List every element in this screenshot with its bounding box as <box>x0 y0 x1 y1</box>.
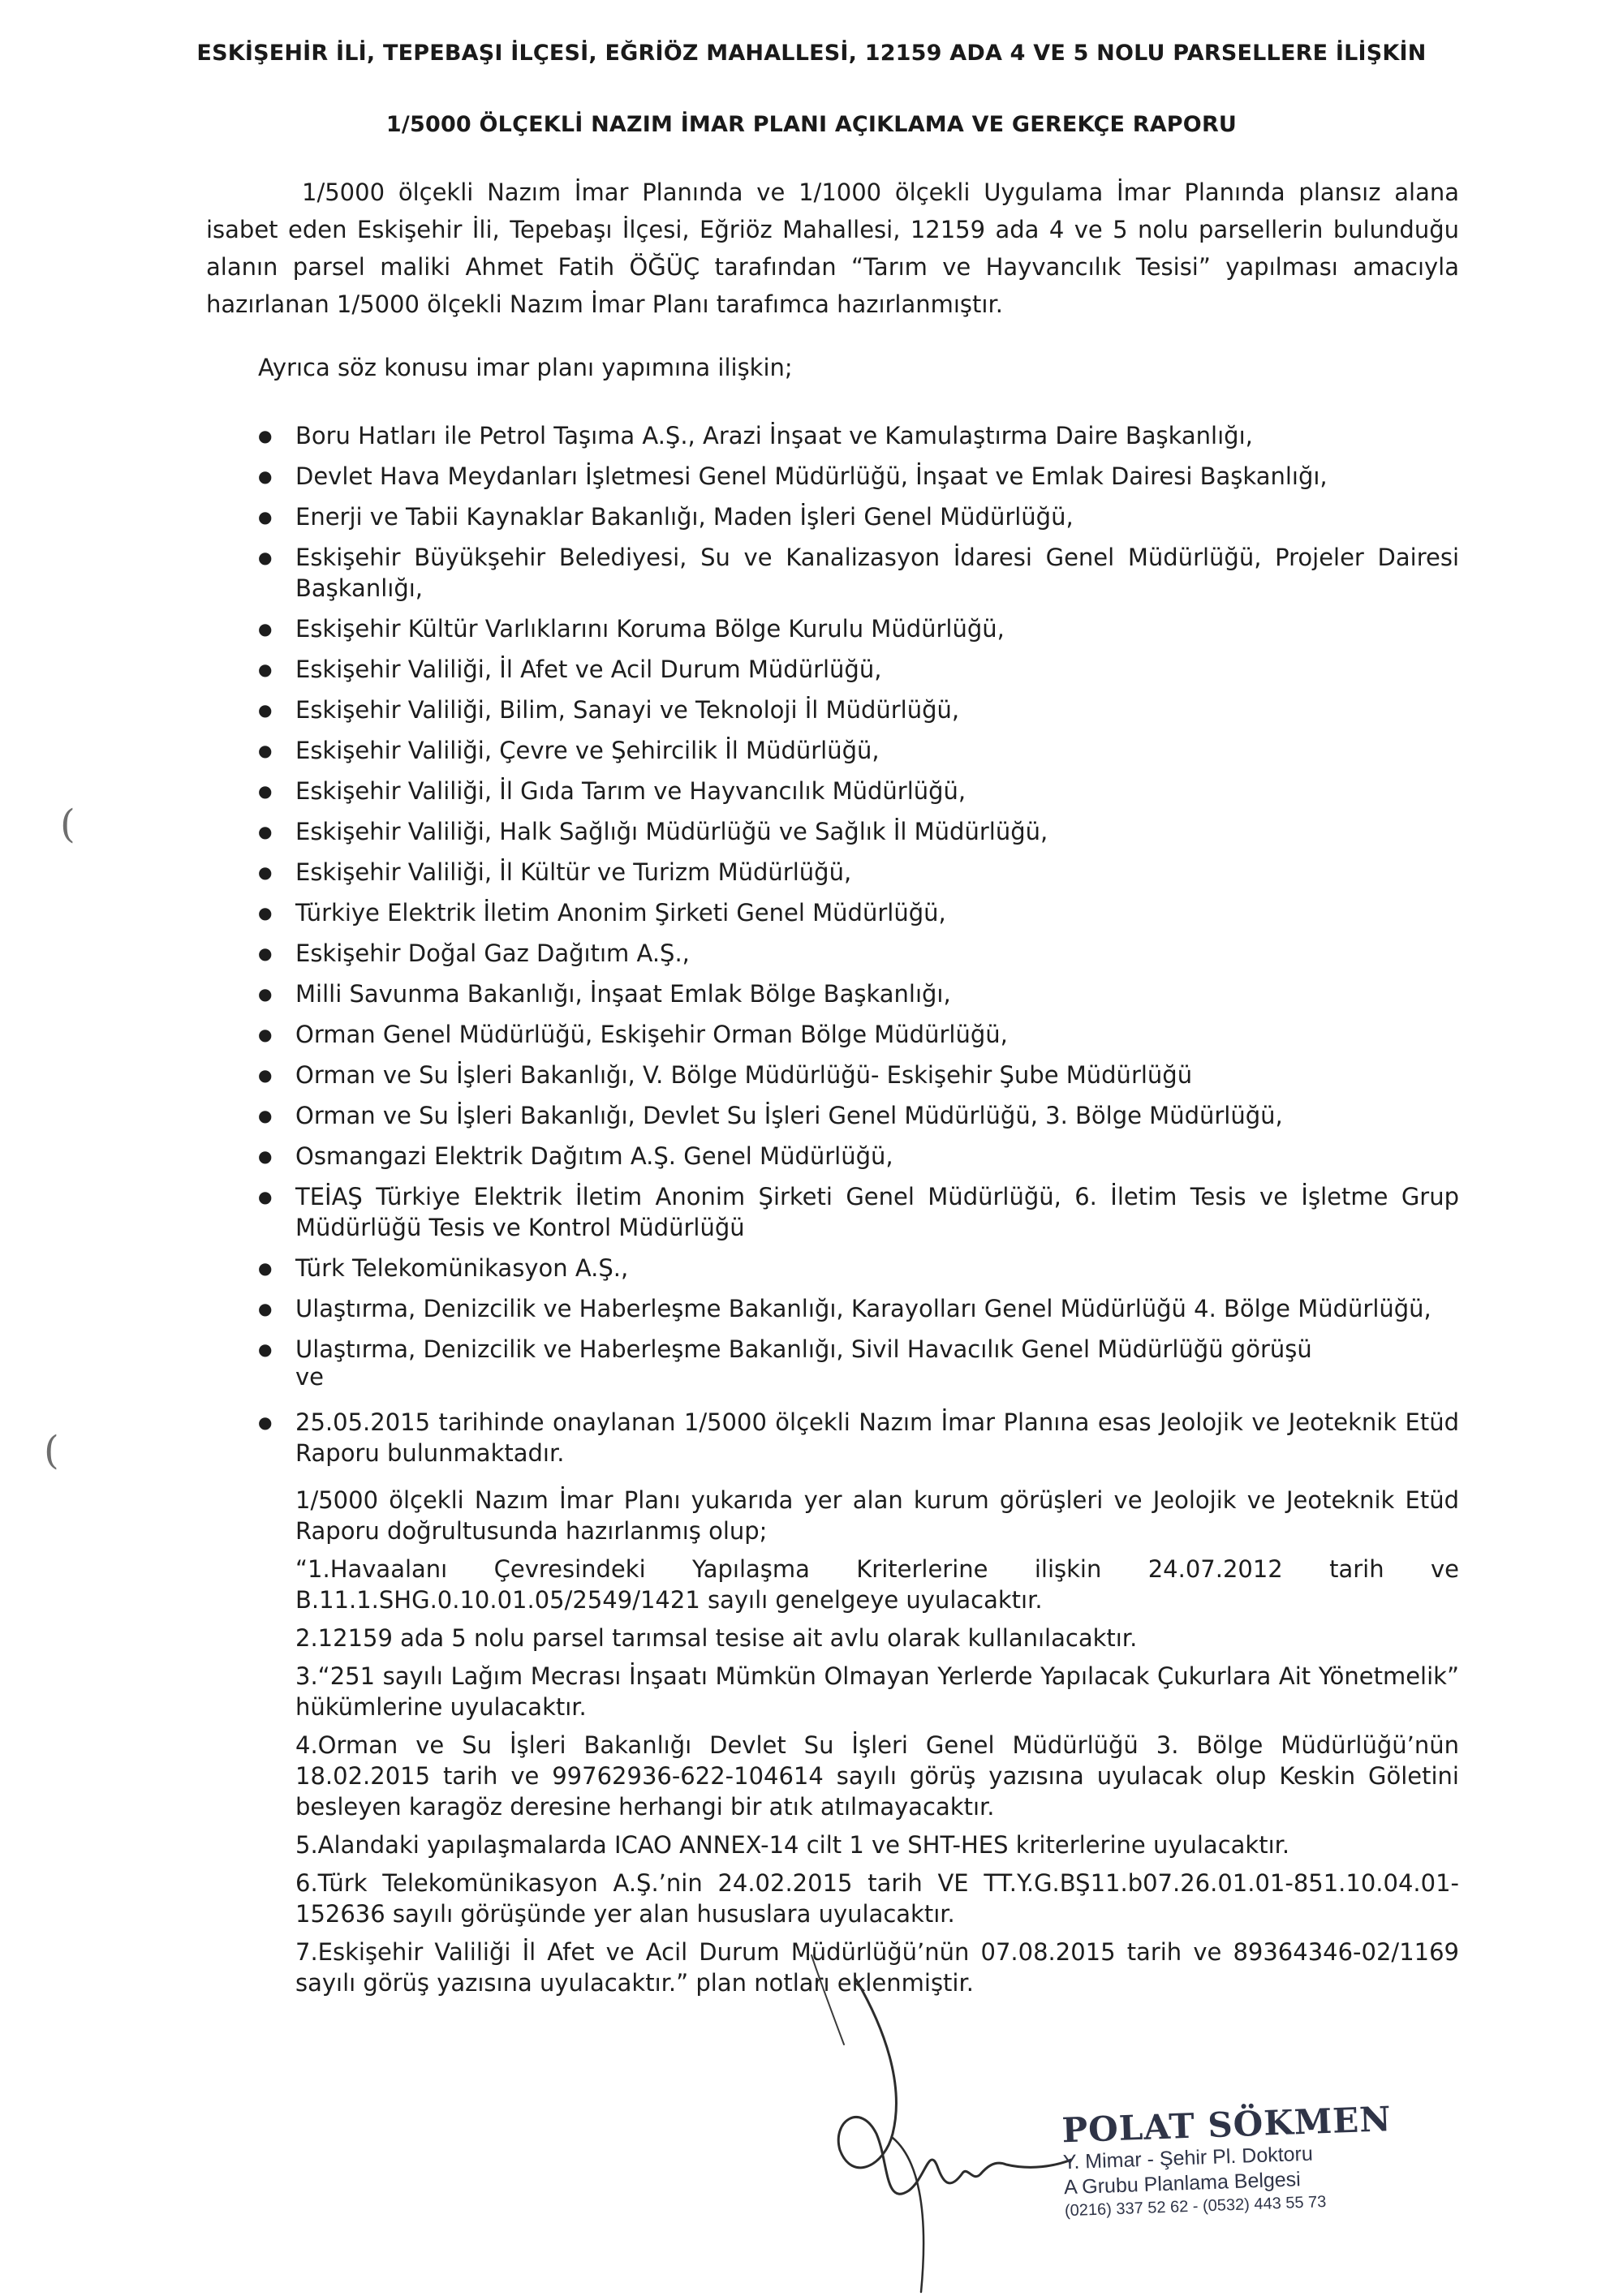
institution-item <box>258 857 1459 888</box>
margin-hole-mark: ( <box>44 1428 59 1473</box>
institution-name: Eskişehir Valiliği, Bilim, Sanayi ve Teknoloji İl Müdürlüğü, <box>295 696 960 724</box>
bullet-icon: ● <box>258 619 273 638</box>
document-title-line-2: 1/5000 ÖLÇEKLİ NAZIM İMAR PLANI AÇIKLAMA VE GEREKÇE RAPORU <box>385 112 1238 137</box>
institution-list <box>258 420 1459 1374</box>
stamp-name: POLAT SÖKMEN <box>1061 2099 1393 2151</box>
bullet-icon: ● <box>258 984 273 1004</box>
bullet-icon: ● <box>258 660 273 679</box>
margin-hole-mark: ( <box>60 802 75 847</box>
institution-item <box>258 816 1459 847</box>
institution-item <box>258 542 1459 604</box>
institution-name: Devlet Hava Meydanları İşletmesi Genel Müdürlüğü, İnşaat ve Emlak Dairesi Başkanlığı, <box>295 462 1328 490</box>
bullet-icon: ● <box>258 822 273 841</box>
bullet-icon: ● <box>258 1106 273 1125</box>
stamp-phone: (0216) 337 52 62 - (0532) 443 55 73 <box>1064 2193 1327 2221</box>
bullet-icon: ● <box>258 1299 273 1318</box>
bullet-icon: ● <box>258 1025 273 1044</box>
bullet-icon: ● <box>258 1412 273 1432</box>
plan-note-7: 7.Eskişehir Valiliği İl Afet ve Acil Durum Müdürlüğü’nün 07.08.2015 tarih ve 89364346-02/1169 sayılı görüş yazısına uyulacaktır.” plan notları eklenmiştir. <box>295 1938 1459 1997</box>
plan-note-5: 5.Alandaki yapılaşmalarda ICAO ANNEX-14 cilt 1 ve SHT-HES kriterlerine uyulacaktır. <box>295 1831 1290 1859</box>
institution-name: Ulaştırma, Denizcilik ve Haberleşme Bakanlığı, Sivil Havacılık Genel Müdürlüğü görüşü <box>295 1335 1312 1363</box>
institution-name: Eskişehir Valiliği, Çevre ve Şehircilik İl Müdürlüğü, <box>295 737 880 764</box>
institution-name: Eskişehir Kültür Varlıklarını Koruma Bölge Kurulu Müdürlüğü, <box>295 615 1005 643</box>
institution-item <box>258 613 1459 644</box>
geology-report-item <box>258 1407 1459 1468</box>
institution-item <box>258 1253 1459 1283</box>
bullet-icon: ● <box>258 903 273 922</box>
institution-item <box>258 938 1459 969</box>
bullet-icon: ● <box>258 426 273 445</box>
institution-item <box>258 978 1459 1009</box>
institution-name: Enerji ve Tabii Kaynaklar Bakanlığı, Maden İşleri Genel Müdürlüğü, <box>295 503 1074 531</box>
institution-item <box>258 461 1459 492</box>
institution-name: Eskişehir Büyükşehir Belediyesi, Su ve Kanalizasyon İdaresi Genel Müdürlüğü, Projeler Dairesi Başkanlığı, <box>295 544 1459 602</box>
bullet-icon: ● <box>258 700 273 720</box>
institution-item <box>258 1019 1459 1050</box>
institution-name: Orman ve Su İşleri Bakanlığı, Devlet Su İşleri Genel Müdürlüğü, 3. Bölge Müdürlüğü, <box>295 1102 1283 1129</box>
plan-notes-intro: 1/5000 ölçekli Nazım İmar Planı yukarıda yer alan kurum görüşleri ve Jeolojik ve Jeoteknik Etüd Raporu doğrultusunda hazırlanmış olup; <box>295 1486 1459 1545</box>
bullet-icon: ● <box>258 507 273 527</box>
institution-name: Eskişehir Valiliği, İl Kültür ve Turizm Müdürlüğü, <box>295 858 852 886</box>
institution-name: Milli Savunma Bakanlığı, İnşaat Emlak Bölge Başkanlığı, <box>295 980 951 1008</box>
plan-note-3: 3.“251 sayılı Lağım Mecrası İnşaatı Mümkün Olmayan Yerlerde Yapılacak Çukurlara Ait Yönetmelik” hükümlerine uyulacaktır. <box>295 1662 1459 1721</box>
bullet-icon: ● <box>258 1065 273 1085</box>
institution-name: Orman ve Su İşleri Bakanlığı, V. Bölge Müdürlüğü- Eskişehir Şube Müdürlüğü <box>295 1061 1193 1089</box>
institution-name: Türk Telekomünikasyon A.Ş., <box>295 1254 629 1282</box>
institution-item <box>258 897 1459 928</box>
institution-item <box>258 1334 1459 1365</box>
institution-item <box>258 694 1459 725</box>
institutions-intro: Ayrıca söz konusu imar planı yapımına ilişkin; <box>258 354 793 381</box>
bullet-icon: ● <box>258 467 273 486</box>
intro-paragraph: 1/5000 ölçekli Nazım İmar Planında ve 1/1000 ölçekli Uygulama İmar Planında plansız alana isabet eden Eskişehir İli, Tepebaşı İlçesi, Eğriöz Mahallesi, 12159 ada 4 ve 5 nolu parsellerin bulunduğu alanın parsel maliki Ahmet Fatih ÖĞÜÇ tarafından “Tarım ve Hayvancılık Tesisi” yapılması amacıyla hazırlanan 1/5000 ölçekli Nazım İmar Planı tarafımca hazırlanmıştır. <box>206 178 1459 318</box>
institution-name: Ulaştırma, Denizcilik ve Haberleşme Bakanlığı, Karayolları Genel Müdürlüğü 4. Bölge Müdürlüğü, <box>295 1295 1431 1322</box>
institution-item <box>258 1293 1459 1324</box>
document-title-line-1: ESKİŞEHİR İLİ, TEPEBAŞI İLÇESİ, EĞRİÖZ MAHALLESİ, 12159 ADA 4 VE 5 NOLU PARSELLERE İLİŞKİN <box>196 41 1427 66</box>
bullet-icon: ● <box>258 862 273 882</box>
connector-ve: ve <box>295 1363 325 1391</box>
institution-item <box>258 420 1459 451</box>
bullet-icon: ● <box>258 944 273 963</box>
institution-item <box>258 1060 1459 1090</box>
institution-item <box>258 776 1459 806</box>
plan-note-2: 2.12159 ada 5 nolu parsel tarımsal tesise ait avlu olarak kullanılacaktır. <box>295 1624 1138 1652</box>
plan-note-1: “1.Havaalanı Çevresindeki Yapılaşma Kriterlerine ilişkin 24.07.2012 tarih ve B.11.1.SHG.0.10.01.05/2549/1421 sayılı genelgeye uyulacaktır. <box>295 1555 1459 1614</box>
bullet-icon: ● <box>258 741 273 760</box>
institution-name: Boru Hatları ile Petrol Taşıma A.Ş., Arazi İnşaat ve Kamulaştırma Daire Başkanlığı, <box>295 422 1253 449</box>
institution-item <box>258 501 1459 532</box>
bullet-icon: ● <box>258 781 273 801</box>
institution-name: Orman Genel Müdürlüğü, Eskişehir Orman Bölge Müdürlüğü, <box>295 1021 1008 1048</box>
plan-notes-section <box>295 1485 1459 2006</box>
institution-item <box>258 1100 1459 1131</box>
bullet-icon: ● <box>258 1187 273 1206</box>
bullet-icon: ● <box>258 1339 273 1359</box>
bullet-icon: ● <box>258 1146 273 1166</box>
institution-item <box>258 735 1459 766</box>
institution-item <box>258 1141 1459 1172</box>
institution-name: Osmangazi Elektrik Dağıtım A.Ş. Genel Müdürlüğü, <box>295 1142 893 1170</box>
institution-item <box>258 1181 1459 1243</box>
institution-name: Eskişehir Valiliği, İl Afet ve Acil Durum Müdürlüğü, <box>295 656 882 683</box>
institution-name: Eskişehir Doğal Gaz Dağıtım A.Ş., <box>295 939 690 967</box>
bullet-icon: ● <box>258 548 273 567</box>
stamp-title: Y. Mimar - Şehir Pl. Doktoru <box>1062 2142 1314 2174</box>
architect-stamp <box>1061 2100 1406 2222</box>
institution-name: Eskişehir Valiliği, İl Gıda Tarım ve Hayvancılık Müdürlüğü, <box>295 777 966 805</box>
institution-item <box>258 654 1459 685</box>
stamp-license: A Grubu Planlama Belgesi <box>1063 2168 1302 2199</box>
institution-name: Türkiye Elektrik İletim Anonim Şirketi Genel Müdürlüğü, <box>295 899 946 927</box>
plan-note-6: 6.Türk Telekomünikasyon A.Ş.’nin 24.02.2015 tarih VE TT.Y.G.BŞ11.b07.26.01.01-851.10.04.01-152636 sayılı görüşünde yer alan hususlara uyulacaktır. <box>295 1869 1459 1928</box>
plan-note-4: 4.Orman ve Su İşleri Bakanlığı Devlet Su İşleri Genel Müdürlüğü 3. Bölge Müdürlüğü’nün 18.02.2015 tarih ve 99762936-622-104614 sayılı görüş yazısına uyulacak olup Keskin Göletini besleyen karagöz deresine herhangi bir atık atılmayacaktır. <box>295 1731 1459 1821</box>
institution-name: TEİAŞ Türkiye Elektrik İletim Anonim Şirketi Genel Müdürlüğü, 6. İletim Tesis ve İşletme Grup Müdürlüğü Tesis ve Kontrol Müdürlüğü <box>295 1183 1459 1241</box>
bullet-icon: ● <box>258 1258 273 1278</box>
institution-name: Eskişehir Valiliği, Halk Sağlığı Müdürlüğü ve Sağlık İl Müdürlüğü, <box>295 818 1048 845</box>
geology-report-text: 25.05.2015 tarihinde onaylanan 1/5000 ölçekli Nazım İmar Planına esas Jeolojik ve Jeoteknik Etüd Raporu bulunmaktadır. <box>295 1408 1459 1467</box>
